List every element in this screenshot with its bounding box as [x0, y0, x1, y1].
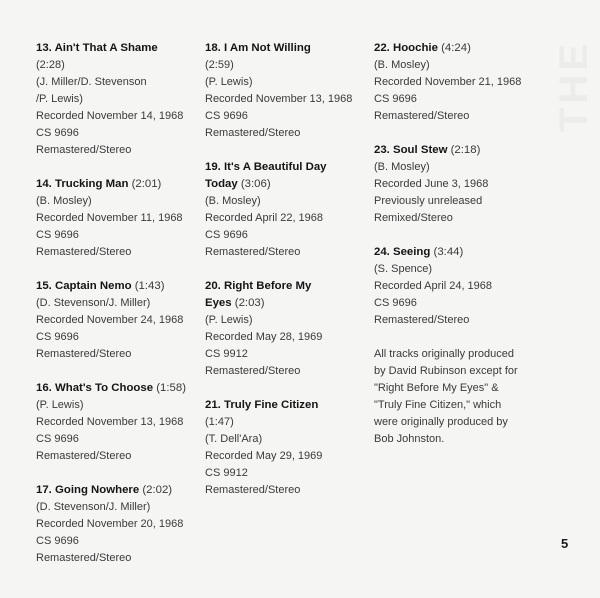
track-detail-line: (2:59) — [205, 59, 234, 71]
track-detail-line: Recorded May 28, 1969 — [205, 331, 323, 343]
track-detail-line: Recorded November 14, 1968 — [36, 110, 184, 122]
track-heading — [205, 159, 373, 193]
track-detail-line: Recorded November 20, 1968 — [36, 518, 184, 530]
track-entry — [36, 176, 204, 261]
track-entry — [36, 278, 204, 363]
track-duration: (3:06) — [237, 178, 271, 190]
track-detail-line: Recorded November 13, 1968 — [205, 93, 353, 105]
track-heading — [36, 380, 204, 397]
track-detail-line: /P. Lewis) — [36, 93, 83, 105]
track-detail-line: CS 9912 — [205, 348, 248, 360]
track-entry — [374, 40, 542, 125]
track-detail-line: CS 9696 — [374, 297, 417, 309]
track-detail-line: (S. Spence) — [374, 263, 433, 275]
track-detail-line: (T. Dell'Ara) — [205, 433, 263, 445]
track-detail-line: Remastered/Stereo — [205, 484, 301, 496]
track-detail-line: (D. Stevenson/J. Miller) — [36, 297, 151, 309]
track-title: 21. Truly Fine Citizen — [205, 399, 319, 411]
track-detail-line: Recorded November 13, 1968 — [36, 416, 184, 428]
track-detail-line: Remastered/Stereo — [374, 110, 470, 122]
track-column-3 — [374, 40, 542, 448]
track-title: 23. Soul Stew — [374, 144, 448, 156]
track-detail-line: (P. Lewis) — [36, 399, 84, 411]
track-detail-line: CS 9696 — [36, 229, 79, 241]
track-detail-line: Remastered/Stereo — [36, 246, 132, 258]
track-detail-line: (J. Miller/D. Stevenson — [36, 76, 147, 88]
track-detail-line: (2:28) — [36, 59, 65, 71]
track-title: 19. It's A Beautiful Day — [205, 161, 327, 173]
track-heading — [36, 278, 204, 295]
track-list-3 — [374, 40, 542, 329]
track-heading — [205, 278, 373, 312]
track-detail-line: Recorded April 22, 1968 — [205, 212, 324, 224]
track-detail-line: Recorded November 11, 1968 — [36, 212, 183, 224]
track-duration: (2:02) — [139, 484, 173, 496]
track-heading — [36, 482, 204, 499]
track-detail-line: Previously unreleased — [374, 195, 483, 207]
track-detail-line: Recorded June 3, 1968 — [374, 178, 489, 190]
track-entry — [36, 40, 204, 159]
track-detail-line: (1:47) — [205, 416, 234, 428]
track-heading — [374, 142, 542, 159]
track-detail-line: CS 9912 — [205, 467, 248, 479]
producer-note: All tracks originally produced by David Rubinson except for "Right Before My Eyes" & "Truly Fine Citizen," which were originally produced by Bob Johnston. — [374, 348, 518, 445]
track-detail-line: Recorded April 24, 1968 — [374, 280, 493, 292]
track-title-continued: Today — [205, 178, 238, 190]
track-title: 24. Seeing — [374, 246, 431, 258]
track-entry — [205, 278, 373, 380]
track-entry — [36, 380, 204, 465]
track-detail-line: Recorded May 29, 1969 — [205, 450, 323, 462]
track-detail-line: Remastered/Stereo — [205, 365, 301, 377]
track-detail-line: CS 9696 — [36, 433, 79, 445]
track-detail-line: Remastered/Stereo — [36, 348, 132, 360]
track-title: 17. Going Nowhere — [36, 484, 140, 496]
track-detail-line: CS 9696 — [205, 110, 248, 122]
track-detail-line: CS 9696 — [205, 229, 248, 241]
track-heading — [374, 40, 542, 57]
track-detail-line: Recorded November 21, 1968 — [374, 76, 522, 88]
track-duration: (2:18) — [447, 144, 481, 156]
track-detail-line: (B. Mosley) — [36, 195, 92, 207]
track-heading — [205, 397, 373, 414]
track-heading — [36, 176, 204, 193]
track-entry — [374, 244, 542, 329]
track-heading — [374, 244, 542, 261]
track-detail-line: (P. Lewis) — [205, 76, 253, 88]
track-detail-line: (B. Mosley) — [374, 161, 430, 173]
track-entry — [205, 397, 373, 499]
track-column-1 — [36, 40, 204, 584]
track-duration: (2:03) — [231, 297, 265, 309]
track-title: 15. Captain Nemo — [36, 280, 132, 292]
track-detail-line: (D. Stevenson/J. Miller) — [36, 501, 151, 513]
track-entry — [205, 159, 373, 261]
track-detail-line: (P. Lewis) — [205, 314, 253, 326]
track-title: 22. Hoochie — [374, 42, 438, 54]
track-detail-line: Remastered/Stereo — [36, 552, 132, 564]
track-heading — [36, 40, 204, 57]
edge-logo-text: THE — [552, 40, 596, 132]
track-duration: (1:58) — [153, 382, 186, 394]
track-detail-line: CS 9696 — [36, 127, 79, 139]
track-title: 13. Ain't That A Shame — [36, 42, 158, 54]
edge-logo — [548, 40, 596, 150]
track-title: 20. Right Before My — [205, 280, 312, 292]
track-title: 16. What's To Choose — [36, 382, 154, 394]
track-title: 14. Trucking Man — [36, 178, 129, 190]
track-entry — [36, 482, 204, 567]
track-detail-line: Remastered/Stereo — [205, 246, 301, 258]
track-detail-line: Remastered/Stereo — [36, 450, 132, 462]
track-detail-line: (B. Mosley) — [205, 195, 261, 207]
track-title-continued: Eyes — [205, 297, 232, 309]
track-detail-line: Remastered/Stereo — [205, 127, 301, 139]
track-entry — [374, 142, 542, 227]
track-detail-line: CS 9696 — [374, 93, 417, 105]
track-detail-line: Remastered/Stereo — [36, 144, 132, 156]
track-column-2 — [205, 40, 373, 516]
track-heading — [205, 40, 373, 57]
track-detail-line: (B. Mosley) — [374, 59, 430, 71]
track-detail-line: CS 9696 — [36, 535, 79, 547]
track-duration: (3:44) — [430, 246, 464, 258]
track-entry — [205, 40, 373, 142]
track-detail-line: Recorded November 24, 1968 — [36, 314, 184, 326]
track-duration: (1:43) — [131, 280, 165, 292]
track-title: 18. I Am Not Willing — [205, 42, 311, 54]
track-duration: (2:01) — [128, 178, 162, 190]
page-number: 5 — [561, 536, 569, 551]
track-detail-line: Remixed/Stereo — [374, 212, 453, 224]
track-detail-line: Remastered/Stereo — [374, 314, 470, 326]
track-duration: (4:24) — [437, 42, 471, 54]
track-detail-line: CS 9696 — [36, 331, 79, 343]
